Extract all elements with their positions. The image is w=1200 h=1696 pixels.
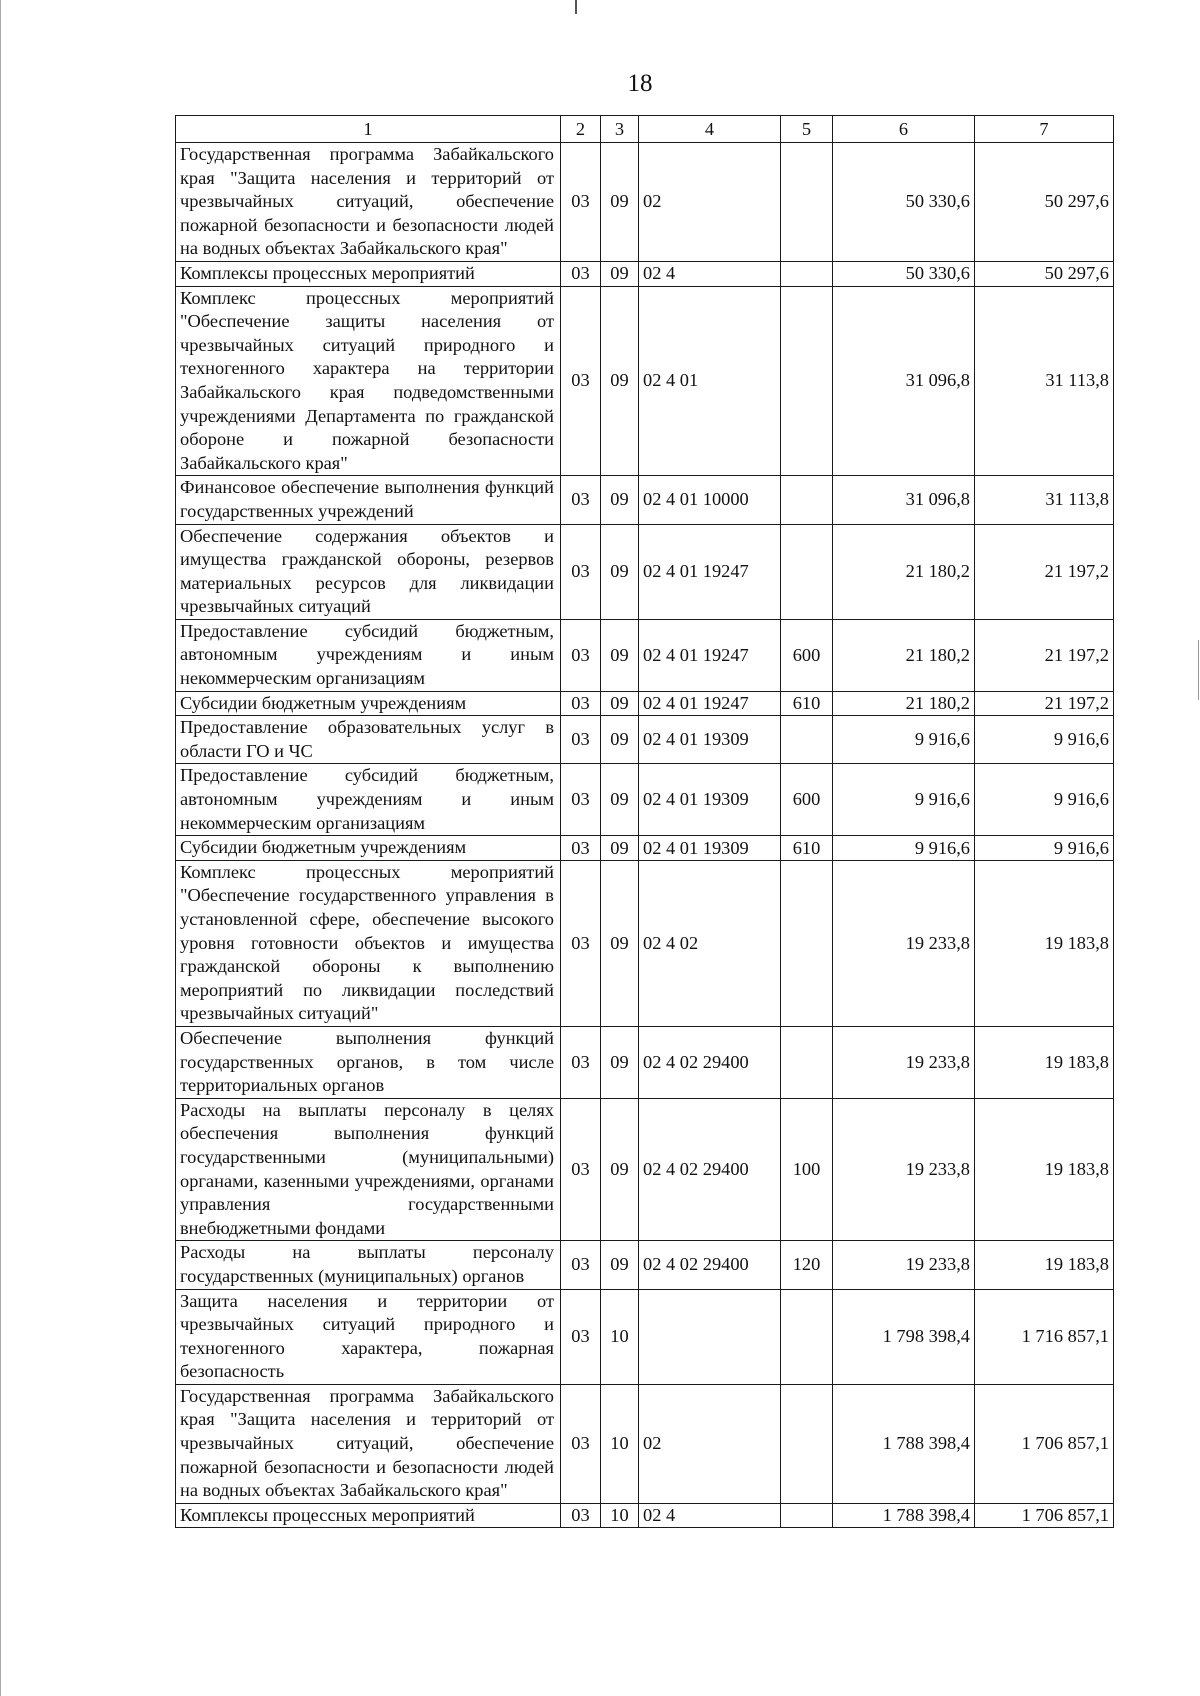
header-col-7: 7: [975, 116, 1114, 143]
row-name: Финансовое обеспечение выполнения функций государственных учреждений: [176, 476, 561, 524]
row-name: Обеспечение содержания объектов и имущества гражданской обороны, резервов материальных ресурсов для ликвидации чрезвычайных ситуаций: [176, 524, 561, 619]
row-target-article: 02 4: [639, 261, 781, 286]
row-amount-1: 9 916,6: [833, 764, 975, 836]
row-amount-1: 9 916,6: [833, 716, 975, 764]
row-subsection: 09: [601, 836, 639, 861]
row-target-article: 02 4 02: [639, 860, 781, 1026]
row-subsection: 09: [601, 1241, 639, 1289]
row-amount-1: 19 233,8: [833, 1098, 975, 1241]
budget-table-container: [175, 115, 1113, 1528]
row-target-article: 02 4: [639, 1503, 781, 1528]
row-subsection: 09: [601, 1098, 639, 1241]
row-amount-2: 19 183,8: [975, 1026, 1114, 1098]
row-amount-2: 50 297,6: [975, 261, 1114, 286]
row-name: Субсидии бюджетным учреждениям: [176, 691, 561, 716]
row-target-article: 02 4 01: [639, 286, 781, 476]
row-subsection: 09: [601, 286, 639, 476]
row-target-article: 02 4 01 19247: [639, 691, 781, 716]
row-amount-1: 50 330,6: [833, 143, 975, 262]
table-row: [176, 1026, 1114, 1098]
row-amount-2: 21 197,2: [975, 619, 1114, 691]
row-expense-type: [781, 476, 833, 524]
row-amount-1: 1 788 398,4: [833, 1384, 975, 1503]
row-amount-2: 19 183,8: [975, 860, 1114, 1026]
row-amount-1: 21 180,2: [833, 691, 975, 716]
header-col-2: 2: [561, 116, 601, 143]
table-row: [176, 764, 1114, 836]
row-subsection: 09: [601, 524, 639, 619]
row-expense-type: 120: [781, 1241, 833, 1289]
row-expense-type: 610: [781, 691, 833, 716]
row-expense-type: [781, 1026, 833, 1098]
table-row: [176, 716, 1114, 764]
header-row: [176, 116, 1114, 143]
row-subsection: 09: [601, 261, 639, 286]
row-amount-1: 21 180,2: [833, 524, 975, 619]
row-section: 03: [561, 1098, 601, 1241]
scan-artifact: [0, 0, 1, 1696]
row-amount-2: 1 706 857,1: [975, 1503, 1114, 1528]
row-amount-2: 21 197,2: [975, 524, 1114, 619]
row-expense-type: 100: [781, 1098, 833, 1241]
row-amount-2: 50 297,6: [975, 143, 1114, 262]
row-section: 03: [561, 143, 601, 262]
table-row: [176, 524, 1114, 619]
row-section: 03: [561, 1241, 601, 1289]
row-amount-2: 31 113,8: [975, 286, 1114, 476]
row-section: 03: [561, 619, 601, 691]
row-expense-type: 610: [781, 836, 833, 861]
header-col-6: 6: [833, 116, 975, 143]
row-amount-1: 19 233,8: [833, 1241, 975, 1289]
scan-artifact: [1198, 640, 1199, 700]
row-section: 03: [561, 286, 601, 476]
row-subsection: 09: [601, 764, 639, 836]
table-row: [176, 1241, 1114, 1289]
row-amount-2: 31 113,8: [975, 476, 1114, 524]
row-target-article: 02 4 02 29400: [639, 1026, 781, 1098]
row-expense-type: [781, 143, 833, 262]
row-name: Защита населения и территории от чрезвычайных ситуаций природного и техногенного характера, пожарная безопасность: [176, 1289, 561, 1384]
row-section: 03: [561, 860, 601, 1026]
row-subsection: 10: [601, 1289, 639, 1384]
row-name: Комплексы процессных мероприятий: [176, 261, 561, 286]
row-subsection: 09: [601, 716, 639, 764]
row-subsection: 09: [601, 476, 639, 524]
row-amount-1: 50 330,6: [833, 261, 975, 286]
row-name: Расходы на выплаты персоналу государственных (муниципальных) органов: [176, 1241, 561, 1289]
row-expense-type: [781, 860, 833, 1026]
row-name: Комплекс процессных мероприятий "Обеспечение государственного управления в установленной сфере, обеспечение высокого уровня готовности объектов и имущества гражданской обороны к выполнению мероприятий по ликвидации последствий чрезвычайных ситуаций": [176, 860, 561, 1026]
scan-artifact: [575, 0, 577, 14]
row-target-article: [639, 1289, 781, 1384]
row-name: Комплексы процессных мероприятий: [176, 1503, 561, 1528]
row-expense-type: [781, 261, 833, 286]
row-subsection: 09: [601, 143, 639, 262]
row-amount-2: 9 916,6: [975, 764, 1114, 836]
row-subsection: 10: [601, 1384, 639, 1503]
table-row: [176, 1503, 1114, 1528]
table-row: [176, 143, 1114, 262]
row-amount-2: 19 183,8: [975, 1098, 1114, 1241]
table-row: [176, 836, 1114, 861]
row-expense-type: [781, 286, 833, 476]
table-row: [176, 860, 1114, 1026]
row-name: Обеспечение выполнения функций государственных органов, в том числе территориальных органов: [176, 1026, 561, 1098]
row-section: 03: [561, 1026, 601, 1098]
row-expense-type: 600: [781, 764, 833, 836]
row-amount-2: 21 197,2: [975, 691, 1114, 716]
header-col-5: 5: [781, 116, 833, 143]
row-target-article: 02: [639, 143, 781, 262]
row-name: Государственная программа Забайкальского края "Защита населения и территорий от чрезвычайных ситуаций, обеспечение пожарной безопасности и безопасности людей на водных объектах Забайкальского края": [176, 1384, 561, 1503]
row-expense-type: [781, 716, 833, 764]
header-col-3: 3: [601, 116, 639, 143]
row-expense-type: [781, 524, 833, 619]
row-section: 03: [561, 716, 601, 764]
row-target-article: 02 4 01 19309: [639, 716, 781, 764]
row-amount-1: 9 916,6: [833, 836, 975, 861]
row-amount-2: 19 183,8: [975, 1241, 1114, 1289]
budget-table: [175, 115, 1114, 1528]
table-row: [176, 619, 1114, 691]
table-row: [176, 261, 1114, 286]
row-subsection: 09: [601, 691, 639, 716]
page-number: 18: [627, 70, 653, 97]
header-col-1: 1: [176, 116, 561, 143]
row-amount-1: 1 788 398,4: [833, 1503, 975, 1528]
row-target-article: 02 4 02 29400: [639, 1241, 781, 1289]
row-amount-2: 1 706 857,1: [975, 1384, 1114, 1503]
row-amount-1: 1 798 398,4: [833, 1289, 975, 1384]
table-row: [176, 1098, 1114, 1241]
row-target-article: 02 4 01 10000: [639, 476, 781, 524]
header-col-4: 4: [639, 116, 781, 143]
row-amount-2: 9 916,6: [975, 716, 1114, 764]
row-amount-1: 19 233,8: [833, 860, 975, 1026]
row-expense-type: [781, 1289, 833, 1384]
table-row: [176, 476, 1114, 524]
row-name: Предоставление образовательных услуг в области ГО и ЧС: [176, 716, 561, 764]
row-section: 03: [561, 1289, 601, 1384]
row-expense-type: [781, 1503, 833, 1528]
row-subsection: 09: [601, 619, 639, 691]
table-row: [176, 1384, 1114, 1503]
row-section: 03: [561, 261, 601, 286]
row-section: 03: [561, 476, 601, 524]
row-amount-2: 9 916,6: [975, 836, 1114, 861]
row-expense-type: [781, 1384, 833, 1503]
row-expense-type: 600: [781, 619, 833, 691]
row-name: Расходы на выплаты персоналу в целях обеспечения выполнения функций государственными (муниципальными) органами, казенными учреждениями, органами управления государственными внебюджетными фондами: [176, 1098, 561, 1241]
row-amount-1: 19 233,8: [833, 1026, 975, 1098]
row-section: 03: [561, 836, 601, 861]
row-section: 03: [561, 1503, 601, 1528]
row-subsection: 09: [601, 860, 639, 1026]
row-subsection: 10: [601, 1503, 639, 1528]
row-amount-1: 21 180,2: [833, 619, 975, 691]
row-amount-1: 31 096,8: [833, 476, 975, 524]
row-name: Предоставление субсидий бюджетным, автономным учреждениям и иным некоммерческим организациям: [176, 619, 561, 691]
row-name: Государственная программа Забайкальского края "Защита населения и территорий от чрезвычайных ситуаций, обеспечение пожарной безопасности и безопасности людей на водных объектах Забайкальского края": [176, 143, 561, 262]
row-subsection: 09: [601, 1026, 639, 1098]
row-name: Предоставление субсидий бюджетным, автономным учреждениям и иным некоммерческим организациям: [176, 764, 561, 836]
row-amount-2: 1 716 857,1: [975, 1289, 1114, 1384]
row-target-article: 02 4 01 19309: [639, 836, 781, 861]
table-row: [176, 691, 1114, 716]
row-section: 03: [561, 1384, 601, 1503]
row-section: 03: [561, 524, 601, 619]
row-target-article: 02 4 01 19247: [639, 524, 781, 619]
row-target-article: 02 4 02 29400: [639, 1098, 781, 1241]
table-row: [176, 286, 1114, 476]
table-row: [176, 1289, 1114, 1384]
row-target-article: 02 4 01 19309: [639, 764, 781, 836]
row-name: Комплекс процессных мероприятий "Обеспечение защиты населения от чрезвычайных ситуаций природного и техногенного характера на территории Забайкальского края подведомственными учреждениями Департамента по гражданской обороне и пожарной безопасности Забайкальского края": [176, 286, 561, 476]
row-target-article: 02 4 01 19247: [639, 619, 781, 691]
row-target-article: 02: [639, 1384, 781, 1503]
row-amount-1: 31 096,8: [833, 286, 975, 476]
row-name: Субсидии бюджетным учреждениям: [176, 836, 561, 861]
row-section: 03: [561, 691, 601, 716]
row-section: 03: [561, 764, 601, 836]
